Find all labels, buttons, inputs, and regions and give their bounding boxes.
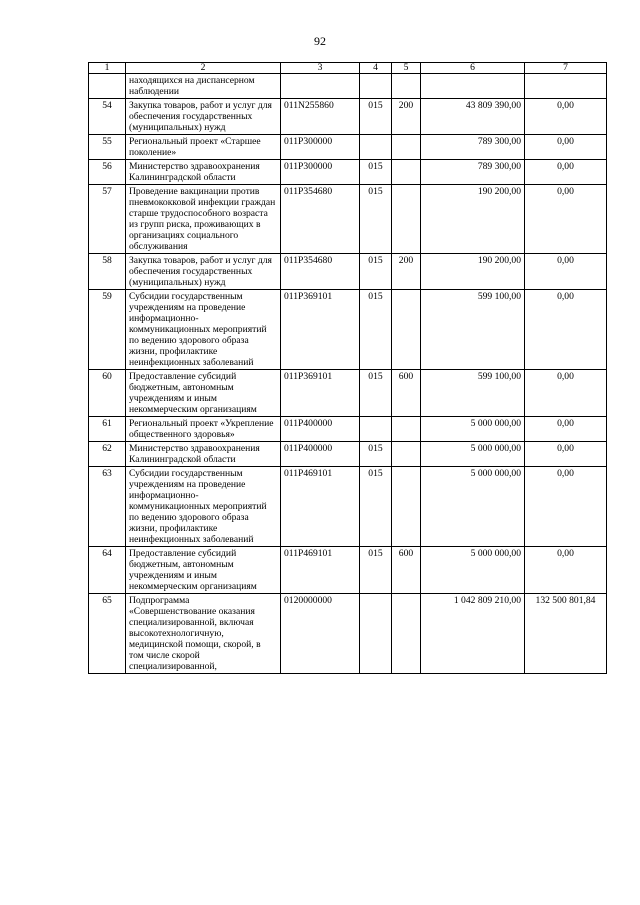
row-amount: 789 300,00 — [421, 135, 525, 160]
row-column-7: 0,00 — [525, 370, 607, 417]
table-row — [89, 254, 607, 290]
row-code: 011P354680 — [281, 254, 360, 290]
row-column-5 — [392, 135, 421, 160]
row-column-4 — [360, 74, 392, 99]
column-header-7: 7 — [525, 63, 607, 74]
row-name: Предоставление субсидий бюджетным, автономным учреждениям и иным некоммерческим организациям — [126, 547, 281, 594]
row-code: 011P300000 — [281, 135, 360, 160]
table-row — [89, 467, 607, 547]
row-name: Проведение вакцинации против пневмококковой инфекции граждан старше трудоспособного возраста из групп риска, проживающих в организациях социального обслуживания — [126, 185, 281, 254]
column-header-6: 6 — [421, 63, 525, 74]
row-column-5 — [392, 160, 421, 185]
row-column-4: 015 — [360, 442, 392, 467]
table-row — [89, 185, 607, 254]
row-number: 55 — [89, 135, 126, 160]
row-amount: 1 042 809 210,00 — [421, 594, 525, 674]
table-header-row — [89, 63, 607, 74]
row-column-7: 132 500 801,84 — [525, 594, 607, 674]
row-number: 65 — [89, 594, 126, 674]
row-amount: 43 809 390,00 — [421, 99, 525, 135]
row-column-7: 0,00 — [525, 99, 607, 135]
row-column-7: 0,00 — [525, 442, 607, 467]
row-code: 0120000000 — [281, 594, 360, 674]
budget-table — [88, 62, 607, 674]
table-row — [89, 594, 607, 674]
table-row — [89, 99, 607, 135]
row-column-4: 015 — [360, 290, 392, 370]
table-row — [89, 417, 607, 442]
row-column-4: 015 — [360, 160, 392, 185]
row-number — [89, 74, 126, 99]
table-row — [89, 370, 607, 417]
column-header-1: 1 — [89, 63, 126, 74]
row-column-4 — [360, 594, 392, 674]
row-amount: 599 100,00 — [421, 370, 525, 417]
table-row — [89, 160, 607, 185]
row-column-7: 0,00 — [525, 135, 607, 160]
column-header-2: 2 — [126, 63, 281, 74]
row-column-5: 600 — [392, 370, 421, 417]
row-number: 60 — [89, 370, 126, 417]
row-column-7: 0,00 — [525, 467, 607, 547]
row-amount: 789 300,00 — [421, 160, 525, 185]
row-name: Подпрограмма «Совершенствование оказания специализированной, включая высокотехнологичную, медицинской помощи, скорой, в том числе скорой специализированной, — [126, 594, 281, 674]
table-row — [89, 442, 607, 467]
row-column-5 — [392, 417, 421, 442]
row-column-5 — [392, 185, 421, 254]
row-code: 011P400000 — [281, 417, 360, 442]
row-column-4: 015 — [360, 370, 392, 417]
row-name: Закупка товаров, работ и услуг для обеспечения государственных (муниципальных) нужд — [126, 99, 281, 135]
row-number: 58 — [89, 254, 126, 290]
row-amount: 5 000 000,00 — [421, 417, 525, 442]
row-name: Региональный проект «Укрепление общественного здоровья» — [126, 417, 281, 442]
row-name: Субсидии государственным учреждениям на проведение информационно-коммуникационных мероприятий по ведению здорового образа жизни, профилактике неинфекционных заболеваний — [126, 290, 281, 370]
row-name: Предоставление субсидий бюджетным, автономным учреждениям и иным некоммерческим организациям — [126, 370, 281, 417]
row-code — [281, 74, 360, 99]
row-code: 011P369101 — [281, 370, 360, 417]
row-number: 63 — [89, 467, 126, 547]
row-amount: 190 200,00 — [421, 254, 525, 290]
column-header-3: 3 — [281, 63, 360, 74]
column-header-5: 5 — [392, 63, 421, 74]
row-column-5: 600 — [392, 547, 421, 594]
table-row — [89, 74, 607, 99]
row-amount: 190 200,00 — [421, 185, 525, 254]
row-column-4: 015 — [360, 185, 392, 254]
row-column-5 — [392, 290, 421, 370]
row-column-7: 0,00 — [525, 547, 607, 594]
table-row — [89, 135, 607, 160]
row-name: находящихся на диспансерном наблюдении — [126, 74, 281, 99]
row-column-7: 0,00 — [525, 290, 607, 370]
row-column-5 — [392, 467, 421, 547]
row-column-4: 015 — [360, 547, 392, 594]
page-number: 92 — [314, 34, 326, 48]
row-amount: 5 000 000,00 — [421, 442, 525, 467]
table-row — [89, 290, 607, 370]
row-column-5 — [392, 594, 421, 674]
row-column-7: 0,00 — [525, 185, 607, 254]
row-column-4 — [360, 135, 392, 160]
row-column-4: 015 — [360, 467, 392, 547]
row-column-5 — [392, 442, 421, 467]
row-name: Закупка товаров, работ и услуг для обеспечения государственных (муниципальных) нужд — [126, 254, 281, 290]
row-number: 56 — [89, 160, 126, 185]
row-code: 011P469101 — [281, 547, 360, 594]
table-row — [89, 547, 607, 594]
row-code: 011P400000 — [281, 442, 360, 467]
row-code: 011N255860 — [281, 99, 360, 135]
row-code: 011P369101 — [281, 290, 360, 370]
row-column-7 — [525, 74, 607, 99]
row-number: 59 — [89, 290, 126, 370]
row-number: 57 — [89, 185, 126, 254]
row-code: 011P469101 — [281, 467, 360, 547]
row-column-5: 200 — [392, 99, 421, 135]
row-column-7: 0,00 — [525, 417, 607, 442]
row-column-5 — [392, 74, 421, 99]
row-column-7: 0,00 — [525, 160, 607, 185]
row-number: 64 — [89, 547, 126, 594]
row-amount: 599 100,00 — [421, 290, 525, 370]
row-column-4 — [360, 417, 392, 442]
row-amount — [421, 74, 525, 99]
row-number: 62 — [89, 442, 126, 467]
row-name: Министерство здравоохранения Калининградской области — [126, 442, 281, 467]
row-name: Региональный проект «Старшее поколение» — [126, 135, 281, 160]
row-column-4: 015 — [360, 254, 392, 290]
row-name: Министерство здравоохранения Калининградской области — [126, 160, 281, 185]
row-number: 54 — [89, 99, 126, 135]
row-column-4: 015 — [360, 99, 392, 135]
row-code: 011P354680 — [281, 185, 360, 254]
row-number: 61 — [89, 417, 126, 442]
row-code: 011P300000 — [281, 160, 360, 185]
row-amount: 5 000 000,00 — [421, 467, 525, 547]
row-column-5: 200 — [392, 254, 421, 290]
row-column-7: 0,00 — [525, 254, 607, 290]
row-amount: 5 000 000,00 — [421, 547, 525, 594]
row-name: Субсидии государственным учреждениям на проведение информационно-коммуникационных мероприятий по ведению здорового образа жизни, профилактике неинфекционных заболеваний — [126, 467, 281, 547]
column-header-4: 4 — [360, 63, 392, 74]
